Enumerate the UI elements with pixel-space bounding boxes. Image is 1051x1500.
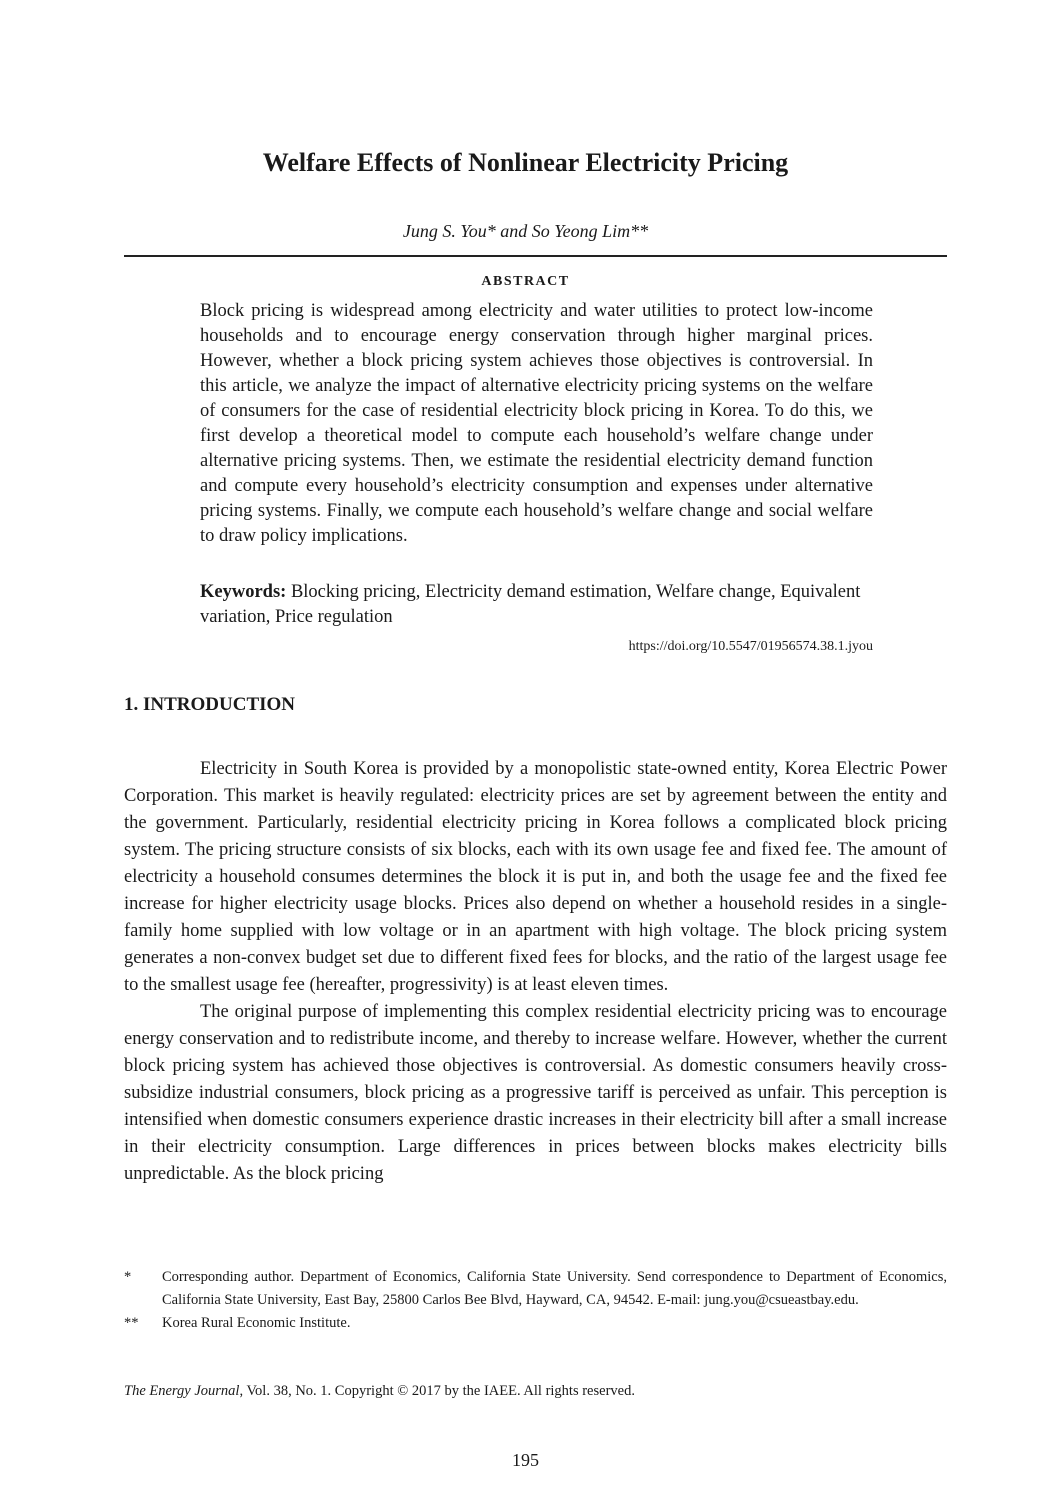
footnotes <box>124 1266 947 1335</box>
footnote-text: Corresponding author. Department of Economics, California State University. Send correspondence to Department of Economics, California State University, East Bay, 25800 Carlos Bee Blvd, Hayward, CA, 94542. E-mail: jung.you@csueastbay.edu. <box>162 1269 947 1308</box>
footnote-mark: * <box>124 1269 132 1285</box>
abstract-text: Block pricing is widespread among electricity and water utilities to protect low-income households and to encourage energy conservation through higher marginal prices. However, whether a block pricing system achieves those objectives is controversial. In this article, we analyze the impact of alternative electricity pricing systems on the welfare of consumers for the case of residential electricity block pricing in Korea. To do this, we first develop a theoretical model to compute each household’s welfare change under alternative pricing systems. Then, we estimate the residential electricity demand function and compute every household’s electricity consumption and expenses under alternative pricing systems. Finally, we compute each household’s welfare change and social welfare to draw policy implications. <box>200 301 873 546</box>
keywords <box>200 580 873 630</box>
paper-title: Welfare Effects of Nonlinear Electricity Pricing <box>262 148 789 177</box>
footnote-mark: ** <box>124 1315 139 1331</box>
section-heading: 1. INTRODUCTION <box>124 694 296 715</box>
body-paragraph: The original purpose of implementing this complex residential electricity pricing was to encourage energy conservation and to redistribute income, and thereby to increase welfare. However, whether the current block pricing system has achieved those objectives is controversial. As domestic consumers heavily cross-subsidize industrial consumers, block pricing as a progressive tariff is perceived as unfair. This perception is intensified when domestic consumers experience drastic increases in their electricity bill after a small increase in their electricity consumption. Large differences in prices between blocks makes electricity bills unpredictable. As the block pricing <box>124 1002 947 1184</box>
footnote <box>124 1266 947 1312</box>
section-body <box>124 756 947 1188</box>
doi-link[interactable]: https://doi.org/10.5547/01956574.38.1.jyou <box>628 639 873 654</box>
journal-name: The Energy Journal <box>124 1383 240 1399</box>
keywords-label: Keywords: <box>200 582 287 602</box>
title-divider <box>124 255 947 257</box>
authors: Jung S. You* and So Yeong Lim** <box>402 221 649 241</box>
body-paragraph: Electricity in South Korea is provided by a monopolistic state-owned entity, Korea Electric Power Corporation. This market is heavily regulated: electricity prices are set by agreement between the entity and the government. Particularly, residential electricity pricing in Korea follows a complicated block pricing system. The pricing structure consists of six blocks, each with its own usage fee and fixed fee. The amount of electricity a household consumes determines the block it is put in, and both the usage fee and the fixed fee increase for higher electricity usage blocks. Prices also depend on whether a household resides in a single-family home supplied with low voltage or in an apartment with high voltage. The block pricing system generates a non-convex budget set due to different fixed fees for blocks, and the ratio of the largest usage fee to the smallest usage fee (hereafter, progressivity) is at least eleven times. <box>124 759 947 995</box>
abstract-heading: ABSTRACT <box>481 274 570 289</box>
journal-citation <box>124 1383 635 1400</box>
footnote-text: Korea Rural Economic Institute. <box>162 1315 351 1331</box>
page-number: 195 <box>512 1450 539 1470</box>
keywords-text: Blocking pricing, Electricity demand estimation, Welfare change, Equivalent variation, Price regulation <box>200 582 861 627</box>
journal-details: , Vol. 38, No. 1. Copyright © 2017 by the IAEE. All rights reserved. <box>239 1383 635 1399</box>
footnote <box>124 1312 947 1335</box>
